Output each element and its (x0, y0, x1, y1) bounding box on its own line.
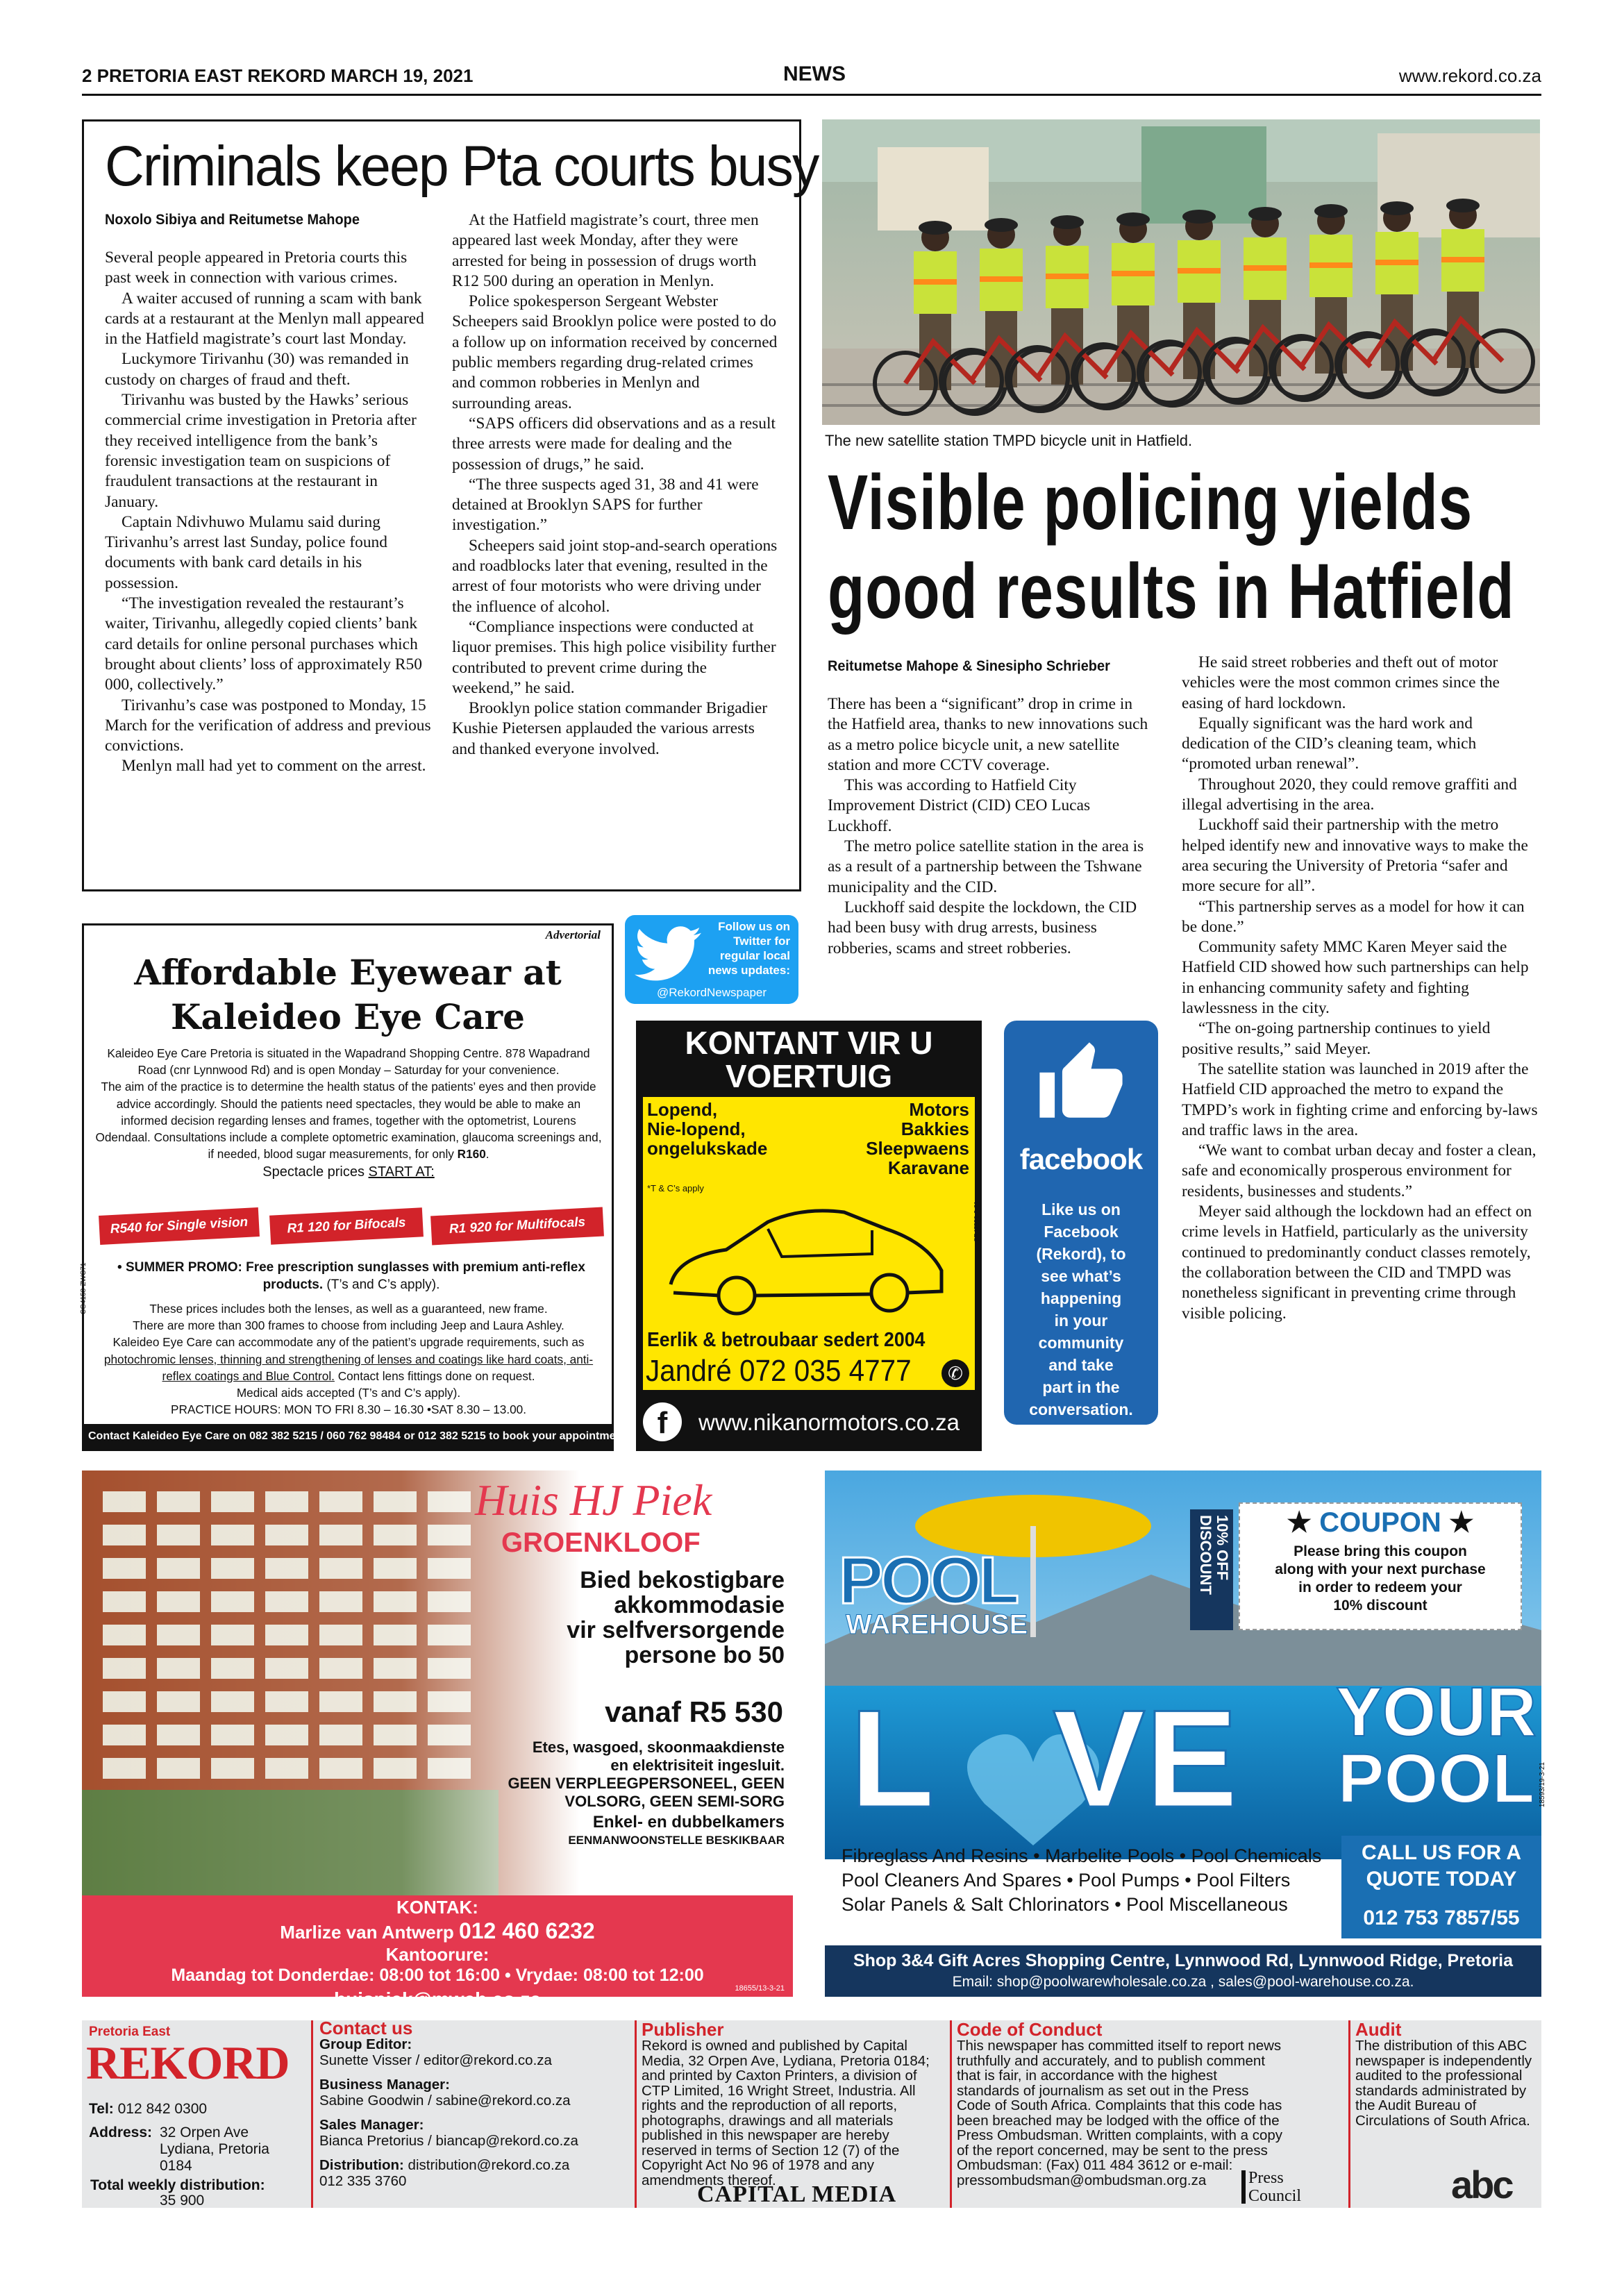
twitter-promo[interactable]: Follow us on Twitter for regular local news updates: @RekordNewspaper (625, 915, 798, 1004)
huis-email[interactable]: huispiek@mweb.co.za (333, 1988, 542, 2010)
eyewear-contact-bar: Contact Kaleideo Eye Care on 082 382 5215 / 060 762 98484 or 012 382 5215 to book your appointment. (84, 1424, 612, 1449)
nikanor-title: KONTANT VIR U (685, 1025, 933, 1061)
abc-logo: abc (1451, 2163, 1512, 2206)
headline: Criminals keep Pta courts busy (105, 135, 819, 198)
love-headline: L VE (850, 1682, 1238, 1836)
paragraph: Luckhoff said despite the lockdown, the CID had been busy with drug arrests, business robberies, scams and street robberies. (828, 898, 1137, 957)
story-column-2 (452, 210, 778, 760)
huis-area: GROENKLOOF (501, 1527, 701, 1558)
eyewear-body-1: Kaleideo Eye Care Pretoria is situated in the Wapadrand Shopping Centre. 878 Wapadrand Road (cnr Lynnwood Rd) and is open Monday – Saturday for your convenience. (107, 1046, 590, 1078)
eyewear-body-2: The aim of the practice is to determine the health status of the patients’ eyes and then provide advice accordingly. Should the patients need spectacles, they would be able to make an informed decision regarding lenses and frames, together with the optometrist, Lourens Odendaal. Consultations include a complete optometric examination, glaucoma screenings and, if needed, blood sugar measurements, for only (95, 1080, 602, 1162)
nikanor-slogan: Eerlik & betroubaar sedert 2004 (647, 1329, 926, 1351)
whatsapp-icon: ✆ (941, 1359, 969, 1387)
code-of-conduct: Code of Conduct This newspaper has committed itself to report news truthfully and accurately, and to publish comment that is fair, in accordance with the highest standards of journalism as set out in the Press Code of South Africa. Complaints that this code has been breached may be lodged with the office of the Press Ombudsman. Written complaints, with a copy of the report concerned, may be sent to the press Ombudsman: (Fax) 011 484 3612 or e-mail: pressombudsman@ombudsman.org.za (957, 2019, 1283, 2188)
paragraph: There has been a “significant” drop in crime in the Hatfield area, thanks to new innovations such as a metro police bicycle unit, a new satellite station and more CCTV coverage. (828, 695, 1148, 774)
paragraph: Luckhoff said their partnership with the metro helped identify new and innovative ways to make the area securing the University of Pretoria “safer and more secure for all”. (1182, 816, 1528, 896)
press-council-logo: Press Council (1248, 2169, 1301, 2205)
paragraph: Equally significant was the hard work and dedication of the CID’s cleaning team, which “promoted urban renewal”. (1182, 714, 1477, 773)
audit-info: Audit The distribution of this ABC newspaper is independently audited to the professional standards administrated by the Audit Bureau of Circulations of South Africa. (1355, 2019, 1532, 2129)
ad-code: CG4158-ZWC71 (80, 1262, 87, 1314)
facebook-wordmark: facebook (1019, 1143, 1143, 1175)
call-us: CALL US FOR A (1362, 1841, 1521, 1864)
headline-visible-policing: Visible policing yields good results in Hatfield (828, 459, 1515, 635)
pool-logo: POOL (839, 1543, 1017, 1618)
paragraph: “We want to combat urban decay and foster a clean, safe and economically prosperous environment for residents, businesses and students.” (1182, 1141, 1537, 1200)
paragraph: Several people appeared in Pretoria courts this past week in connection with various crimes. (105, 249, 408, 287)
eyewear-title: Affordable Eyewear at (134, 952, 562, 993)
pool-products: Fibreglass And Resins • Marbelite Pools • Pool Chemicals (842, 1845, 1322, 1866)
paragraph: Police spokesperson Sergeant Webster Scheepers said Brooklyn police were posted to do a follow up on information received by concerned public members regarding drug-related crimes and common robberies in Menlyn and surrounding areas. (452, 292, 778, 412)
page-folio: 2 PRETORIA EAST REKORD MARCH 19, 2021 (82, 65, 474, 86)
paragraph: A waiter accused of running a scam with bank cards at a restaurant at the Menlyn mall appeared in the Hatfield magistrate’s court last Monday. (105, 289, 424, 349)
capital-media-logo: CAPITAL MEDIA (697, 2181, 897, 2207)
summer-promo: • SUMMER PROMO: Free prescription sunglasses with premium anti-reflex products. (117, 1260, 585, 1292)
huis-price: vanaf R5 530 (605, 1695, 783, 1728)
car-outline-icon (664, 1201, 948, 1319)
story2-column-1 (828, 694, 1154, 959)
pool-email[interactable]: Email: shop@poolwarewholesale.co.za , sales@pool-warehouse.co.za. (952, 1974, 1414, 1990)
distribution-count: 35 900 (160, 2193, 205, 2209)
nikanor-phone[interactable]: Jandré 072 035 4777 (646, 1354, 912, 1388)
paragraph: Community safety MMC Karen Meyer said the Hatfield CID showed how such partnerships can help in enhancing community safety and fighting lawlessness in the city. (1182, 938, 1529, 1018)
pool-address: Shop 3&4 Gift Acres Shopping Centre, Lynnwood Rd, Lynnwood Ridge, Pretoria (853, 1951, 1514, 1970)
section-label: NEWS (783, 62, 846, 85)
huis-hj-piek-ad: Huis HJ Piek GROENKLOOF Bied bekostigbare akkommodasie vir selfversorgende persone bo 50 vanaf R5 530 Etes, wasgoed, skoonmaakdienste en elektrisiteit ingesluit. GEEN VERPLEEGPERSONEEL, GEEN VOLSORG, GEEN SEMI-SORG Enkel- en dubbelkamers EENMANWOONSTELLE BESKIKBAAR KONTAK: Marlize van Antwerp 012 460 6232 Kantoorure: Maandag tot Donderdae: 08:00 tot 16:00 • Vrydae: 08:00 tot 12:00 huispiek@mweb.co.za 18655/13-3-21 (82, 1470, 793, 1997)
twitter-handle[interactable]: @RekordNewspaper (656, 986, 767, 999)
price-bifocals: R1 120 for Bifocals (269, 1207, 424, 1244)
paragraph: Meyer said although the lockdown had an effect on crime levels in Hatfield, particularly as the university continued to predominantly conduct classes remotely, the collaboration between the CID and TMPD was nonetheless significant in preventing crime through visible policing. (1182, 1203, 1532, 1323)
paragraph: At the Hatfield magistrate’s court, three men appeared last week Monday, after they were arrested for being in possession of drugs worth R12 500 during an operation in Menlyn. (452, 211, 759, 290)
thumbs-up-icon (1036, 1039, 1126, 1129)
price-multifocals: R1 920 for Multifocals (430, 1207, 604, 1246)
discount-tab: 10% OFF DISCOUNT (1190, 1509, 1233, 1630)
pool-phone[interactable]: 012 753 7857/55 (1363, 1907, 1520, 1929)
facebook-promo[interactable] (1004, 1021, 1158, 1425)
story2-column-2 (1182, 653, 1543, 1324)
paragraph: The metro police satellite station in the area is as a result of a partnership between the Tshwane municipality and the CID. (828, 837, 1144, 896)
footer-address: 32 Orpen Ave (160, 2125, 249, 2140)
publisher-info: Publisher Rekord is owned and published by Capital Media, 32 Orpen Ave, Lydiana, Pretoria 0184; and printed by Caxton Printers, a division of CTP Limited, 16 Wright Street, Industria. All rights and the reproduction of all reports, photographs, drawings and all materials published in this newspaper are hereby reserved in terms of Section 12 (7) of the Copyright Act No 96 of 1978 and any amendments thereof. (642, 2019, 930, 2188)
huis-kontak: KONTAK: (396, 1897, 478, 1918)
huis-phone[interactable]: 012 460 6232 (458, 1918, 595, 1943)
nikanor-url[interactable]: www.nikanormotors.co.za (698, 1409, 960, 1435)
twitter-bird-icon (635, 926, 701, 982)
coupon-label: COUPON (1319, 1507, 1441, 1538)
byline: Noxolo Sibiya and Reitumetse Mahope (105, 212, 360, 228)
eyewear-body-3: These prices includes both the lenses, as well as a guaranteed, new frame. (149, 1302, 548, 1316)
story-criminals-courts (82, 119, 819, 891)
nikanor-motors-ad: KONTANT VIR U VOERTUIG Lopend, Nie-lopend, ongelukskade Motors Bakkies Sleepwaens Karavane *T & C’s apply SR47559-2-21 Eerlik & betroubaar sedert 2004 Jandré 072 035 4777 ✆ f www.nikanormotors.co.za (636, 1021, 982, 1451)
twitter-text: Follow us on (718, 920, 790, 933)
masthead-small: Pretoria East (89, 2025, 171, 2039)
coupon-box: ★ COUPON ★ Please bring this coupon along with your next purchase in order to redeem your 10% discount (1239, 1502, 1522, 1630)
price-single-vision: R540 for Single vision (99, 1207, 260, 1245)
paragraph: “This partnership serves as a model for how it can be done.” (1182, 897, 1525, 936)
page-header (82, 62, 1541, 96)
contact-us: Contact us Group Editor: Sunette Visser / editor@rekord.co.za Business Manager: Sabine Goodwin / sabine@rekord.co.za Sales Manager: Bianca Pretorius / biancap@rekord.co.za Distribution: distribution@rekord.co.za 012 335 3760 (319, 2018, 578, 2189)
paragraph: The satellite station was launched in 2019 after the Hatfield CID approached the metro to expand the TMPD’s work in fighting crime and enforcing by-laws and traffic laws in the area. (1182, 1059, 1538, 1139)
facebook-text: Like us on Facebook (Rekord), to see what’s happening in your community and take part in the conversation. (1029, 1200, 1133, 1418)
pool-warehouse-ad: POOL WAREHOUSE 10% OFF DISCOUNT ★ COUPON ★ Please bring this coupon along with your next purchase in order to redeem your 10% discount L VE YOUR POOL 18593/19-3-21 Fibreglass And Resins • Marbelite Pools • Pool Chemicals Pool Cleaners And Spares • Pool Pumps • Pool Filters Solar Panels & Salt Chlorinators • Pool Miscellaneous CALL US FOR A QUOTE TODAY 012 753 7857/55 Shop 3&4 Gift Acres Shopping Centre, Lynnwood Rd, Lynnwood Ridge, Pretoria Email: shop@poolwarewholesale.co.za , sales@pool-warehouse.co.za. (825, 1470, 1541, 1997)
photo-caption: The new satellite station TMPD bicycle unit in Hatfield. (825, 432, 1193, 449)
paragraph: “Compliance inspections were conducted at liquor premises. This high police visibility further contributed to prevent crime during the weekend,” he said. (452, 617, 776, 697)
footer-tel[interactable]: 012 842 0300 (117, 2101, 208, 2117)
your-pool-headline: YOUR (1336, 1673, 1537, 1751)
paragraph: Throughout 2020, they could remove graffiti and illegal advertising in the area. (1182, 775, 1517, 814)
imprint-footer: Pretoria East REKORD Tel: 012 842 0300 Address: 32 Orpen Ave Lydiana, Pretoria 0184 Total weekly distribution: 35 900 Contact us Group Editor: Sunette Visser / editor@rekord.co.za Business Manager: Sabine Goodwin / sabine@rekord.co.za Sales Manager: Bianca Pretorius / biancap@rekord.co.za Distribution: distribution@rekord.co.za 012 335 3760 Publisher Rekord is owned and published by Capital Media, 32 Orpen Ave, Lydiana, Pretoria 0184; and printed by Caxton Printers, a division of CTP Limited, 16 Wright Street, Industria. All rights and the reproduction of all reports, photographs, drawings and all materials published in this newspaper are hereby reserved in terms of Section 12 (7) of the Copyright Act No 96 of 1978 and any amendments thereof. CAPITAL MEDIA Code of Conduct This newspaper has committed itself to report news truthfully and accurately, and to publish comment that is fair, in accordance with the highest standards of journalism as set out in the Press Code of South Africa. Complaints that this code has been breached may be lodged with the office of the Press Ombudsman. Written complaints, with a copy of the report concerned, may be sent to the press Ombudsman: (Fax) 011 484 3612 or e-mail: pressombudsman@ombudsman.org.za Press Council Audit The distribution of this ABC newspaper is independently audited to the professional standards administrated by the Audit Bureau of Circulations of South Africa. abc (82, 2020, 1541, 2208)
advertorial-tag: Advertorial (545, 928, 601, 941)
huis-hours: Maandag tot Donderdae: 08:00 tot 16:00 • Vrydae: 08:00 tot 12:00 (171, 1966, 704, 1985)
paragraph: “SAPS officers did observations and as a result three arrests were made for dealing and the possession of drugs,” he said. (452, 414, 776, 474)
paragraph: He said street robberies and theft out of motor vehicles were the most common crimes since the easing of hard lockdown. (1182, 653, 1500, 712)
paragraph: “The three suspects aged 31, 38 and 41 were detained at Brooklyn SAPS for further investigation.” (452, 475, 759, 535)
paragraph: Tirivanhu’s case was postponed to Monday, 15 March for the verification of address and previous convictions. (105, 696, 431, 755)
paragraph: “The on-going partnership continues to yield positive results,” said Meyer. (1182, 1019, 1491, 1058)
paragraph: “The investigation revealed the restaurant’s waiter, Tirivanhu, allegedly copied clients’ bank card details for online personal purchases which brought about clients’ loss of approximately R50 000, collectively.” (105, 594, 422, 694)
eyewear-advertorial: Advertorial Affordable Eyewear at Kaleideo Eye Care Kaleideo Eye Care Pretoria is situated in the Wapadrand Shopping Centre. 878 Wapadrand Road (cnr Lynnwood Rd) and is open Monday – Saturday for your convenience. The aim of the practice is to determine the health status of the patients’ eyes and then provide advice accordingly. Should the patients need spectacles, they would be able to make an informed decision regarding lenses and frames, together with the optometrist, Lourens Odendaal. Consultations include a complete optometric examination, glaucoma screenings and, if needed, blood sugar measurements, for only R160. Spectacle prices START AT: R540 for Single vision R1 120 for Bifocals R1 920 for Multifocals • SUMMER PROMO: Free prescription sunglasses with premium anti-reflex products. (T’s and C’s apply). These prices includes both the lenses, as well as a guaranteed, new frame. There are more than 300 frames to choose from including Jeep and Laura Ashley. Kaleideo Eye Care can accommodate any of the patient’s upgrade requirements, such as photochromic lenses, thinning and strengthening of lenses and coatings like hard coats, anti-reflex coatings and Blue Control. Contact lens fittings done on request. Medical aids accepted (T’s and C’s apply). PRACTICE HOURS: MON TO FRI 8.30 – 16.30 •SAT 8.30 – 13.00. CG4158-ZWC71 Contact Kaleideo Eye Care on 082 382 5215 / 060 762 98484 or 012 382 5215 to book your appointment. (82, 923, 614, 1451)
story-column-1 (105, 248, 431, 777)
huis-name: Huis HJ Piek (475, 1475, 712, 1525)
website-url: www.rekord.co.za (1398, 65, 1541, 86)
facebook-icon: f (643, 1402, 682, 1441)
paragraph: Tirivanhu was busted by the Hawks’ serious commercial crime investigation in Pretoria after they received intelligence from the bank’s forensic investigation team on suspicions of fraudulent transactions at the restaurant in January. (105, 391, 417, 511)
bicycle-unit-photo (822, 119, 1540, 425)
practice-hours: PRACTICE HOURS: MON TO FRI 8.30 – 16.30 •SAT 8.30 – 13.00. (171, 1402, 526, 1417)
paragraph: Scheepers said joint stop-and-search operations and roadblocks later that evening, resulted in the arrest of four motorists who were driving under the influence of alcohol. (452, 536, 778, 616)
paragraph: Captain Ndivhuwo Mulamu said during Tirivanhu’s arrest last Sunday, police found documents with bank card details in his possession. (105, 512, 387, 592)
paragraph: This was according to Hatfield City Improvement District (CID) CEO Lucas Luckhoff. (828, 776, 1091, 835)
masthead-logo: REKORD (86, 2036, 290, 2089)
paragraph: Menlyn mall had yet to comment on the arrest. (122, 757, 426, 776)
paragraph: Brooklyn police station commander Brigadier Kushie Pietersen applauded the various arrests and thanked everyone involved. (452, 699, 768, 758)
paragraph: Luckymore Tirivanhu (30) was remanded in custody on charges of fraud and theft. (105, 350, 409, 389)
byline-2: Reitumetse Mahope & Sinesipho Schrieber (828, 658, 1110, 674)
